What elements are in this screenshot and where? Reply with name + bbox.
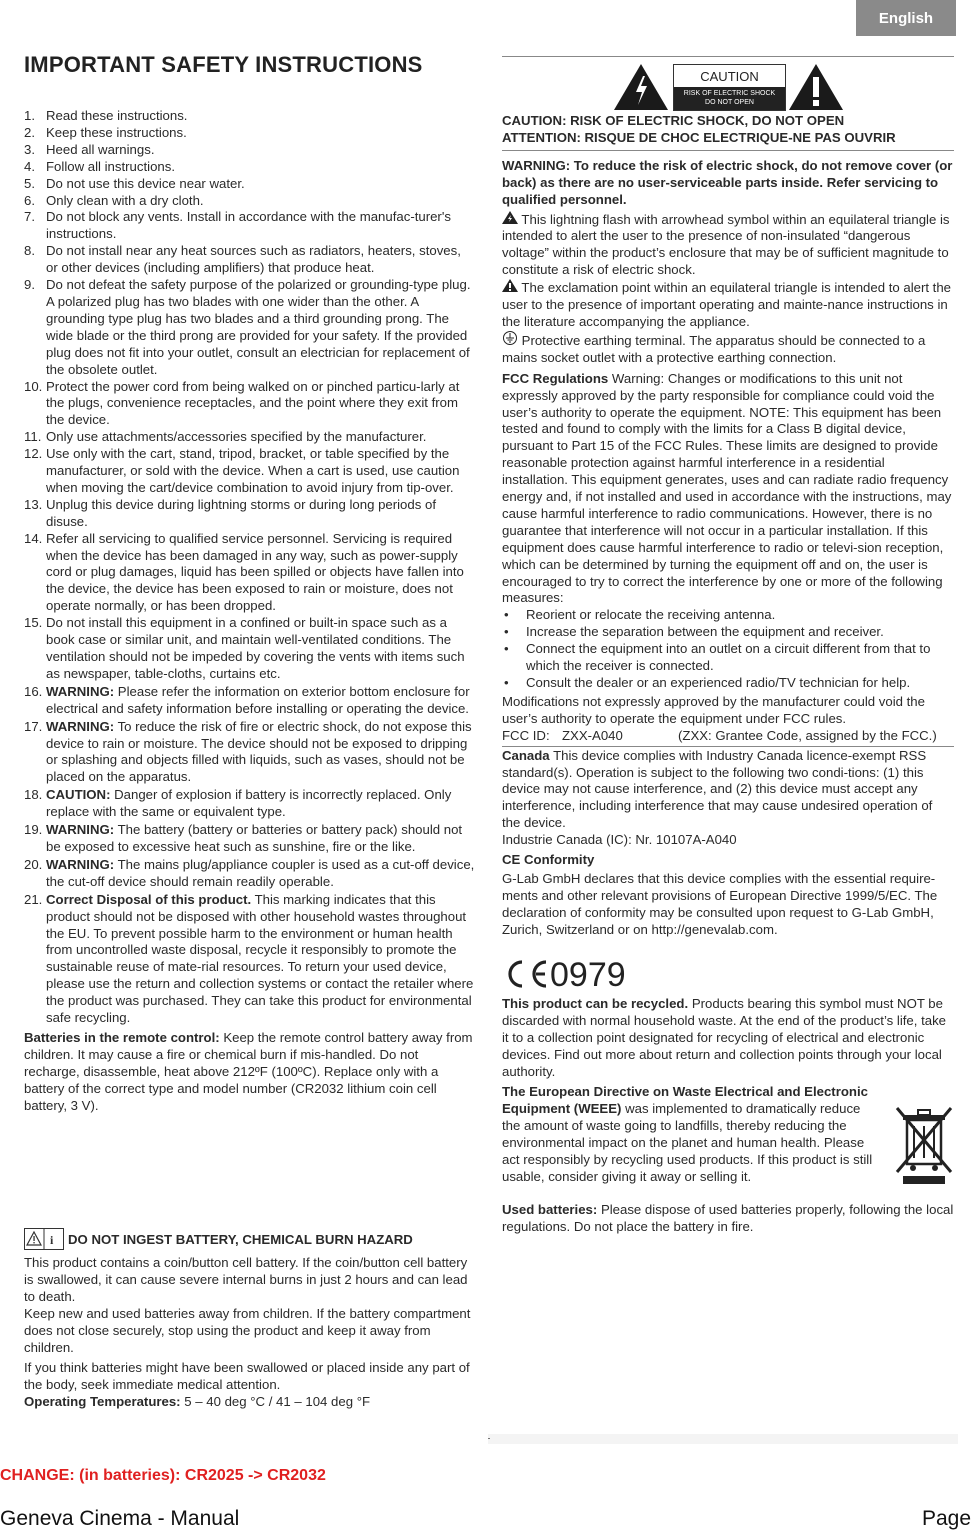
instruction-number: 9. [24, 277, 35, 293]
caution-box-sub2: DO NOT OPEN [705, 99, 754, 106]
ingest-warning-icon [24, 1228, 64, 1250]
divider-right-1 [502, 150, 954, 151]
batteries-paragraph [24, 1030, 476, 1115]
instruction-item [24, 125, 476, 142]
scan-mark [488, 1438, 490, 1439]
instruction-number: 3. [24, 141, 35, 157]
change-note: CHANGE: (in batteries): CR2025 -> CR2032 [0, 1467, 326, 1484]
ingest-warning-heading [24, 1228, 413, 1250]
footer-page: Page [921, 1507, 971, 1530]
instruction-label: Correct Disposal of this product. [46, 891, 252, 907]
ingest-paragraph-2: Keep new and used batteries away from children. If the battery compartment does not close securely, stop using the product and keep it away from children. [24, 1305, 471, 1355]
instruction-item [24, 446, 476, 497]
exclamation-small-icon [502, 279, 518, 292]
instruction-number: 5. [24, 175, 35, 191]
instruction-number: 17. [24, 718, 43, 734]
instruction-number: 21. [24, 891, 43, 907]
optemp-label: Operating Temperatures: [24, 1394, 181, 1410]
instruction-label: CAUTION: [46, 787, 111, 803]
exclamation-warning-icon [787, 62, 845, 112]
instruction-text: Do not defeat the safety purpose of the polarized or grounding-type plug. A polarized plug has two blades with one wider than the other. A grounding type plug has two blades and a third grounding prong. The wide blade or the third prong are provided for your safety. If the provided plug does not fit into your outlet, consult an electrician for replacement of the obsolete outlet. [46, 277, 471, 377]
instruction-text: Please refer the information on exterior bottom enclosure for electrical and safety information before installing or operating the device. [46, 683, 470, 716]
batteries-text: Keep the remote control battery away from children. It may cause a fire or chemical burn if mis-handled. Do not recharge, disassemble, heat above 212ºF (100ºC). Replace only with a battery of the correct type and model number (CR2032 lithium coin cell battery, 3 V). [24, 1029, 473, 1113]
instruction-number: 8. [24, 243, 35, 259]
instruction-number: 10. [24, 378, 43, 394]
operating-temperatures [24, 1394, 476, 1411]
instruction-number: 12. [24, 446, 43, 462]
fcc-text: Warning: Changes or modifications to this unit not expressly approved by the party responsible for compliance could void the user’s authority to operate the equipment. NOTE: This equipment has been tested and found to comply with the limits for a Class B digital device, pursuant to Part 15 of the FCC Rules. These limits are designed to provide reasonable protection against harmful interference in a residential installation. This equipment generates, uses and can radiate radio frequency energy and, if not installed and used in accordance with the instructions, may cause harmful interference to radio communications. However, there is no guarantee that interference will not occur in a particular installation. If this equipment does cause harmful interference to radio or televi-sion reception, which can be determined by turning the equipment off and on, the user is encouraged to try to correct the interference by one or more of the following measures: [502, 370, 952, 606]
caution-english: CAUTION: RISK OF ELECTRIC SHOCK, DO NOT OPEN [502, 113, 845, 128]
instruction-item [24, 209, 476, 243]
instruction-item [24, 379, 476, 430]
weee-section [502, 1084, 874, 1185]
right-column [502, 113, 954, 939]
left-column [24, 108, 476, 1114]
fcc-label: FCC Regulations [502, 370, 609, 386]
instruction-item [24, 429, 476, 446]
instruction-number: 15. [24, 615, 43, 631]
instruction-text: Only clean with a dry cloth. [46, 192, 204, 208]
caution-box-sub1: RISK OF ELECTRIC SHOCK [683, 90, 776, 97]
fcc-paragraph [502, 371, 954, 608]
instruction-item [24, 719, 476, 787]
instruction-text: Heed all warnings. [46, 141, 155, 157]
instruction-text: Keep these instructions. [46, 124, 187, 140]
modifications-text: Modifications not expressly approved by the manufacturer could void the user’s authority to operate the equipment under FCC rules. [502, 693, 925, 726]
instruction-number: 20. [24, 856, 43, 872]
instruction-item [24, 615, 476, 683]
fcc-measure-bullet: • Reorient or relocate the receiving antenna. [502, 607, 954, 624]
instruction-item [24, 857, 476, 891]
ce-mark-icon [502, 959, 550, 989]
lightning-warning-icon [612, 62, 670, 112]
fcc-measure-bullet: • Connect the equipment into an outlet on a circuit different from that to which the receiver is connected. [502, 641, 954, 675]
instruction-number: 1. [24, 108, 35, 123]
instruction-text: To reduce the risk of fire or electric shock, do not expose this device to rain or moisture. The device should not be exposed to dripping or splashing and objects filled with liquids, such as vases, should not be placed on the apparatus. [46, 718, 472, 785]
footer-title: Geneva Cinema - Manual [0, 1507, 240, 1530]
instruction-label: WARNING: [46, 822, 115, 838]
instruction-text: Do not install this equipment in a confined or built-in space such as a book case or similar unit, and maintain well-ventilated conditions. The ventilation should not be impeded by covering the vents with items such as newspaper, table-cloths, curtains etc. [46, 615, 465, 681]
instruction-label: WARNING: [46, 718, 115, 734]
ce-number: 0979 [550, 956, 626, 994]
instruction-item [24, 497, 476, 531]
instruction-number: 14. [24, 530, 43, 546]
instruction-number: 18. [24, 787, 43, 803]
instruction-number: 7. [24, 209, 35, 225]
canada-text: This device complies with Industry Canada licence-exempt RSS standard(s). Operation is subject to the following two condi-tions: (1) this device may not cause interference, and (2) this device must accept any interference, including interference that may cause undesired operation of the device. [502, 747, 933, 831]
batteries-label: Batteries in the remote control: [24, 1029, 220, 1045]
instruction-text: Only use attachments/accessories specified by the manufacturer. [46, 429, 427, 445]
divider-top [502, 56, 954, 57]
used-batteries-label: Used batteries: [502, 1202, 598, 1217]
used-batteries-section [502, 1202, 954, 1236]
instruction-text: Refer all servicing to qualified service personnel. Servicing is required when the device has been damaged in any way, such as power-supply cord or plug damages, liquid has been spilled or objects have fallen into the device, the device has been exposed to rain or moisture, does not operate normally, or has been dropped. [46, 530, 464, 614]
instruction-item [24, 277, 476, 378]
instruction-item [24, 822, 476, 856]
instruction-number: 16. [24, 683, 43, 699]
recycle-text: Products bearing this symbol must NOT be discarded with normal household waste. At the end of the product’s life, take it to a collection point designated for recycling of electrical and electronic devices. Find out more about return and collection points through your local authority. [502, 996, 947, 1079]
instruction-text: The mains plug/appliance coupler is used as a cut-off device, the cut-off device should remain readily operable. [46, 856, 475, 889]
fcc-measure-bullet: • Consult the dealer or an experienced radio/TV technician for help. [502, 675, 954, 692]
optemp-text: 5 – 40 deg °C / 41 – 104 deg °F [180, 1394, 371, 1410]
instruction-text: Do not use this device near water. [46, 175, 245, 191]
weee-text: was implemented to dramatically reduce the amount of waste going to landfills, thereby reducing the environmental impact on the planet and human health. Please act responsibly by recycling used products. If this product is still usable, consider giving it away or selling it. [502, 1100, 873, 1184]
industrie-canada: Industrie Canada (IC): Nr. 10107A-A040 [502, 832, 737, 848]
instruction-text: This marking indicates that this product should not be disposed with other household wastes throughout the EU. To prevent possible harm to the environment or human health from uncontrolled waste disposal, recycle it responsibly to promote the sustainable reuse of mate-rial resources. To return your used device, please use the return and collection systems or contact the retailer where the product was purchased. They can take this product for environmental safe recycling. [46, 891, 474, 1026]
instruction-item [24, 142, 476, 159]
ce-text: G-Lab GmbH declares that this device complies with the essential require-ments and other relevant provisions of European Directive 1999/5/EC. The declaration of conformity may be consulted upon request to G-Lab GmbH, Zurich, Switzerland or on http://genevalab.com. [502, 870, 938, 937]
instruction-item [24, 787, 476, 821]
weee-bin-icon [893, 1106, 955, 1186]
ce-title: CE Conformity [502, 852, 595, 868]
instruction-label: WARNING: [46, 856, 115, 872]
instruction-text: Use only with the cart, stand, tripod, bracket, or table specified by the manufacturer, or sold with the device. When a cart is used, use caution when moving the cart/device combination to avoid injury from tip-over. [46, 446, 460, 495]
fcc-id-label: FCC ID: [502, 727, 550, 743]
warning-text: WARNING: To reduce the risk of electric shock, do not remove cover (or back) as there are no user-serviceable parts inside. Refer servicing to qualified personnel. [502, 157, 953, 207]
ingest-paragraph-3: If you think batteries might have been swallowed or placed inside any part of the body, seek immediate medical attention. [24, 1360, 470, 1393]
ingest-body [24, 1255, 476, 1411]
ingest-paragraph-1: This product contains a coin/button cell battery. If the coin/button cell battery is swallowed, it can cause severe internal burns in just 2 hours and can lead to death. [24, 1255, 468, 1304]
canada-paragraph [502, 748, 954, 833]
lightning-paragraph [502, 211, 954, 280]
used-batteries-text: Please dispose of used batteries properly, following the local regulations. Do not place the battery in fire. [502, 1202, 954, 1234]
instruction-item [24, 684, 476, 718]
instruction-text: Unplug this device during lightning storms or during long periods of disuse. [46, 496, 436, 529]
exclamation-text: The exclamation point within an equilateral triangle is intended to alert the user to the presence of important operating and mainte-nance instructions in the literature accompanying the appliance. [502, 280, 952, 329]
instruction-text: Protect the power cord from being walked on or pinched particu-larly at the plugs, convenience receptacles, and the point where they exit from the device. [46, 378, 460, 428]
instruction-label: WARNING: [46, 683, 115, 699]
instruction-item [24, 531, 476, 616]
recycle-paragraph [502, 996, 954, 1081]
lightning-small-icon [502, 211, 518, 224]
scan-edge [488, 1434, 958, 1444]
instruction-text: Do not install near any heat sources such as radiators, heaters, stoves, or other devices (including amplifiers) that produce heat. [46, 243, 461, 276]
used-batteries-paragraph [502, 1202, 954, 1236]
caution-box-subtitle [674, 87, 785, 110]
instruction-text: Follow all instructions. [46, 158, 175, 174]
recycle-section [502, 996, 954, 1081]
canada-label: Canada [502, 747, 550, 763]
instruction-item [24, 159, 476, 176]
instruction-item [24, 108, 476, 125]
instruction-number: 4. [24, 158, 35, 174]
instruction-text: Do not block any vents. Install in accordance with the manufac-turer's instructions. [46, 209, 451, 242]
recycle-label: This product can be recycled. [502, 996, 689, 1011]
instruction-item [24, 176, 476, 193]
fcc-id-note: (ZXX: Grantee Code, assigned by the FCC.) [678, 727, 937, 743]
lightning-text: This lightning flash with arrowhead symbol within an equilateral triangle is intended to alert the user to the presence of non-insulated “dangerous voltage” within the product’s enclosure that may be of sufficient magnitude to constitute a risk of electric shock. [502, 211, 950, 278]
svg-text:i: i [50, 1233, 54, 1247]
instruction-text: The battery (battery or batteries or battery pack) should not be exposed to excessive heat such as sunshine, fire or the like. [46, 822, 463, 854]
instruction-item [24, 892, 476, 1027]
instruction-item [24, 193, 476, 210]
instruction-text: Read these instructions. [46, 108, 188, 123]
weee-paragraph [502, 1084, 874, 1185]
instruction-number: 6. [24, 192, 35, 208]
instruction-number: 13. [24, 496, 43, 512]
caution-french: ATTENTION: RISQUE DE CHOC ELECTRIQUE-NE PAS OUVRIR [502, 129, 896, 145]
ce-mark [502, 956, 626, 995]
divider-right-2 [502, 746, 954, 747]
earth-paragraph [502, 331, 954, 367]
earth-terminal-icon [502, 331, 518, 345]
instruction-text: Danger of explosion if battery is incorrectly replaced. Only replace with the same or equivalent type. [46, 787, 452, 820]
language-tab: English [856, 0, 956, 36]
page-title: IMPORTANT SAFETY INSTRUCTIONS [24, 52, 423, 77]
earth-text: Protective earthing terminal. The apparatus should be connected to a mains socket outlet with a protective earthing connection. [502, 332, 926, 365]
fcc-id-value: ZXX-A040 [562, 727, 623, 743]
weee-label: The European Directive on Waste Electrical and Electronic Equipment (WEEE) [502, 1084, 868, 1116]
caution-box-title: CAUTION [700, 69, 759, 84]
instruction-number: 2. [24, 124, 35, 140]
ingest-title: DO NOT INGEST BATTERY, CHEMICAL BURN HAZARD [68, 1231, 413, 1247]
instruction-number: 11. [24, 429, 42, 445]
instruction-number: 19. [24, 822, 43, 838]
exclamation-paragraph [502, 279, 954, 331]
fcc-id-line [502, 728, 954, 745]
instruction-item [24, 243, 476, 277]
caution-label-box [673, 64, 786, 111]
fcc-measure-bullet: • Increase the separation between the equipment and receiver. [502, 624, 954, 641]
